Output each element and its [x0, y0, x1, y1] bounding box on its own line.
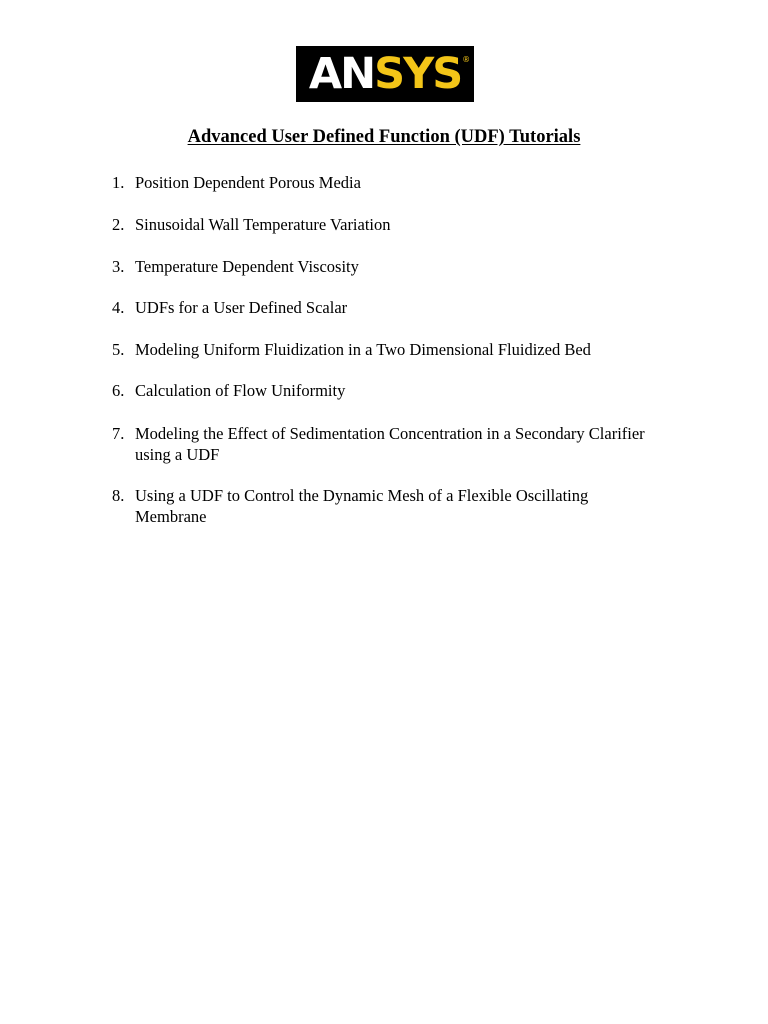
list-item	[112, 339, 652, 360]
list-item-text: Temperature Dependent Viscosity	[135, 257, 359, 276]
registered-mark: ®	[462, 54, 471, 64]
list-item-text: Using a UDF to Control the Dynamic Mesh of a Flexible Oscillating Membrane	[135, 486, 589, 526]
list-item	[112, 172, 652, 193]
page-title	[0, 126, 768, 148]
list-item-number: 3.	[112, 257, 125, 276]
ansys-logo	[296, 46, 474, 102]
ansys-logo-wordmark	[308, 48, 471, 99]
list-item-text: Calculation of Flow Uniformity	[135, 381, 346, 400]
list-item	[112, 214, 652, 235]
logo-text-sys: SYS	[374, 48, 462, 99]
list-item	[112, 423, 652, 465]
list-item-number: 2.	[112, 215, 125, 234]
list-item	[112, 485, 652, 527]
list-item	[112, 297, 652, 318]
list-item-number: 5.	[112, 340, 125, 359]
list-item-text: Position Dependent Porous Media	[135, 173, 361, 192]
list-item-text: Modeling the Effect of Sedimentation Concentration in a Secondary Clarifier using a UDF	[135, 424, 645, 464]
list-item	[112, 380, 652, 401]
list-item-number: 7.	[112, 424, 125, 443]
page-title-text: Advanced User Defined Function (UDF) Tutorials	[187, 127, 581, 147]
list-item-text: Sinusoidal Wall Temperature Variation	[135, 215, 391, 234]
list-item	[112, 256, 652, 277]
list-item-number: 4.	[112, 298, 125, 317]
list-item-number: 6.	[112, 381, 125, 400]
list-item-number: 1.	[112, 173, 125, 192]
list-item-number: 8.	[112, 486, 125, 505]
list-item-text: UDFs for a User Defined Scalar	[135, 298, 348, 317]
logo-text-an: AN	[308, 48, 375, 99]
list-item-text: Modeling Uniform Fluidization in a Two Dimensional Fluidized Bed	[135, 340, 591, 359]
